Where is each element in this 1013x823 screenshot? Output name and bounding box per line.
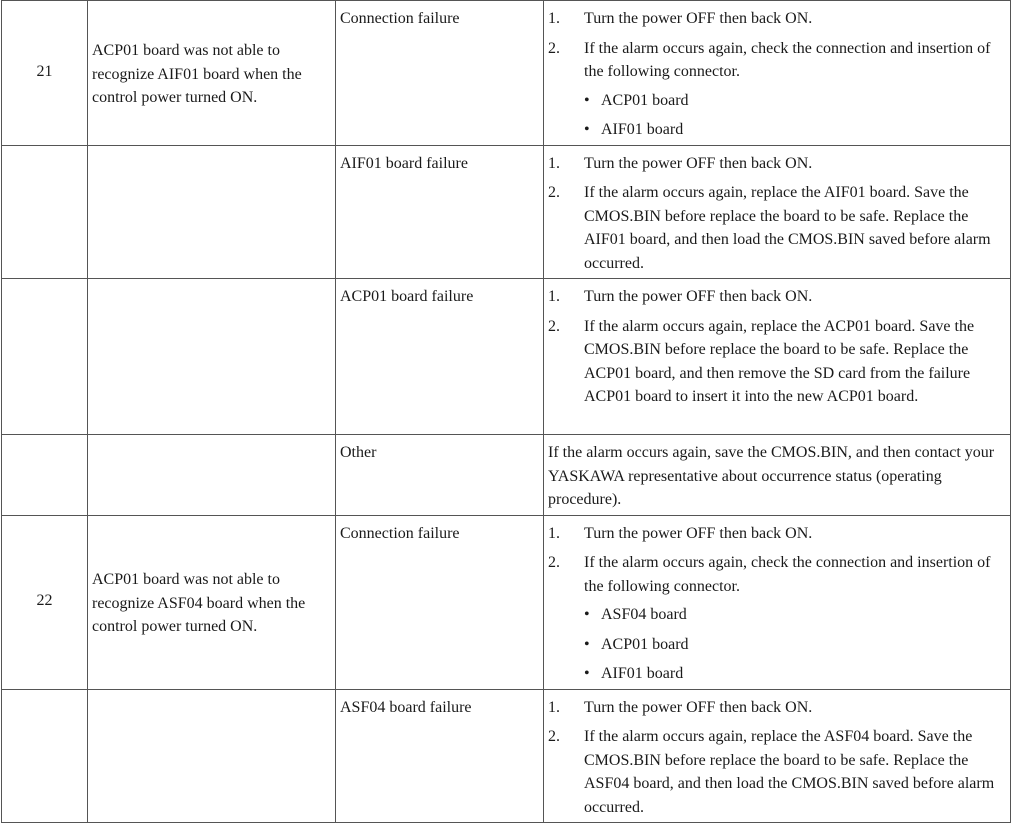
step-text: If the alarm occurs again, check the connection and insertion of the following connector.: [584, 39, 991, 80]
step-number: 1.: [548, 154, 560, 172]
step-number: 1.: [548, 524, 560, 542]
sub-cause: ASF04 board failure: [336, 689, 544, 823]
alarm-cause: [88, 435, 336, 516]
remedy-cell: [544, 689, 1011, 823]
remedy-step: [548, 152, 1006, 176]
remedy-step: [548, 696, 1006, 720]
step-text: Turn the power OFF then back ON.: [584, 288, 813, 305]
remedy-step: [548, 551, 1006, 598]
step-text: Turn the power OFF then back ON.: [584, 698, 813, 716]
alarm-cause: [88, 279, 336, 435]
bullet-icon: •: [584, 635, 590, 653]
alarm-table: [1, 0, 1011, 823]
bullet-icon: •: [584, 606, 590, 623]
connector-bullet: [548, 603, 1006, 627]
sub-cause: ACP01 board failure: [336, 279, 544, 435]
alarm-cause: [88, 145, 336, 279]
step-number: 1.: [548, 288, 560, 305]
remedy-cell: [544, 515, 1011, 689]
alarm-number: 22: [2, 515, 88, 689]
step-text: Turn the power OFF then back ON.: [584, 524, 813, 542]
table-row: [2, 1, 1011, 146]
remedy-step: [548, 181, 1006, 275]
remedy-cell: [544, 145, 1011, 279]
step-number: 2.: [548, 39, 560, 57]
alarm-number: [2, 145, 88, 279]
alarm-cause: ACP01 board was not able to recognize ASF04 board when the control power turned ON.: [88, 515, 336, 689]
connector-bullet: [548, 118, 1006, 142]
bullet-text: AIF01 board: [601, 121, 684, 138]
remedy-step: [548, 285, 1006, 309]
step-text: If the alarm occurs again, replace the ASF04 board. Save the CMOS.BIN before replace the board to be safe. Replace the ASF04 board, and then load the CMOS.BIN saved before alarm occurred.: [584, 728, 995, 816]
table-row: [2, 145, 1011, 279]
bullet-text: ASF04 board: [601, 606, 687, 623]
alarm-number: [2, 279, 88, 435]
table-row: [2, 435, 1011, 516]
table-row: [2, 279, 1011, 435]
step-text: Turn the power OFF then back ON.: [584, 154, 813, 172]
alarm-cause: ACP01 board was not able to recognize AIF01 board when the control power turned ON.: [88, 1, 336, 146]
remedy-step: [548, 37, 1006, 84]
bullet-icon: •: [584, 91, 590, 109]
sub-cause: Other: [336, 435, 544, 516]
step-text: If the alarm occurs again, replace the AIF01 board. Save the CMOS.BIN before replace the board to be safe. Replace the AIF01 board, and then load the CMOS.BIN saved before alarm occurred.: [584, 184, 991, 272]
alarm-cause: [88, 689, 336, 823]
sub-cause: AIF01 board failure: [336, 145, 544, 279]
step-number: 2.: [548, 317, 560, 335]
step-number: 2.: [548, 184, 560, 201]
remedy-step: [548, 315, 1006, 409]
sub-cause: Connection failure: [336, 1, 544, 146]
alarm-number: [2, 689, 88, 823]
bullet-text: ACP01 board: [601, 635, 689, 653]
step-text: If the alarm occurs again, replace the ACP01 board. Save the CMOS.BIN before replace the board to be safe. Replace the ACP01 board, and then remove the SD card from the failure ACP01 board to insert it into the new ACP01 board.: [584, 317, 975, 405]
step-number: 2.: [548, 728, 560, 745]
table-row: [2, 689, 1011, 823]
table-row: [2, 515, 1011, 689]
bullet-text: AIF01 board: [601, 665, 684, 682]
remedy-cell: [544, 279, 1011, 435]
remedy-step: [548, 725, 1006, 819]
sub-cause: Connection failure: [336, 515, 544, 689]
bullet-text: ACP01 board: [601, 91, 689, 109]
remedy-step: [548, 522, 1006, 546]
step-number: 1.: [548, 10, 560, 27]
step-text: If the alarm occurs again, check the connection and insertion of the following connector.: [584, 554, 991, 595]
remedy-step: [548, 7, 1006, 31]
step-number: 2.: [548, 554, 560, 571]
step-number: 1.: [548, 698, 560, 716]
remedy-cell: [544, 1, 1011, 146]
connector-bullet: [548, 662, 1006, 686]
remedy-cell: If the alarm occurs again, save the CMOS.BIN, and then contact your YASKAWA representative about occurrence status (operating procedure).: [544, 435, 1011, 516]
step-text: Turn the power OFF then back ON.: [584, 10, 813, 27]
bullet-icon: •: [584, 121, 590, 138]
bullet-icon: •: [584, 665, 590, 682]
alarm-number: [2, 435, 88, 516]
connector-bullet: [548, 89, 1006, 113]
connector-bullet: [548, 633, 1006, 657]
alarm-number: 21: [2, 1, 88, 146]
